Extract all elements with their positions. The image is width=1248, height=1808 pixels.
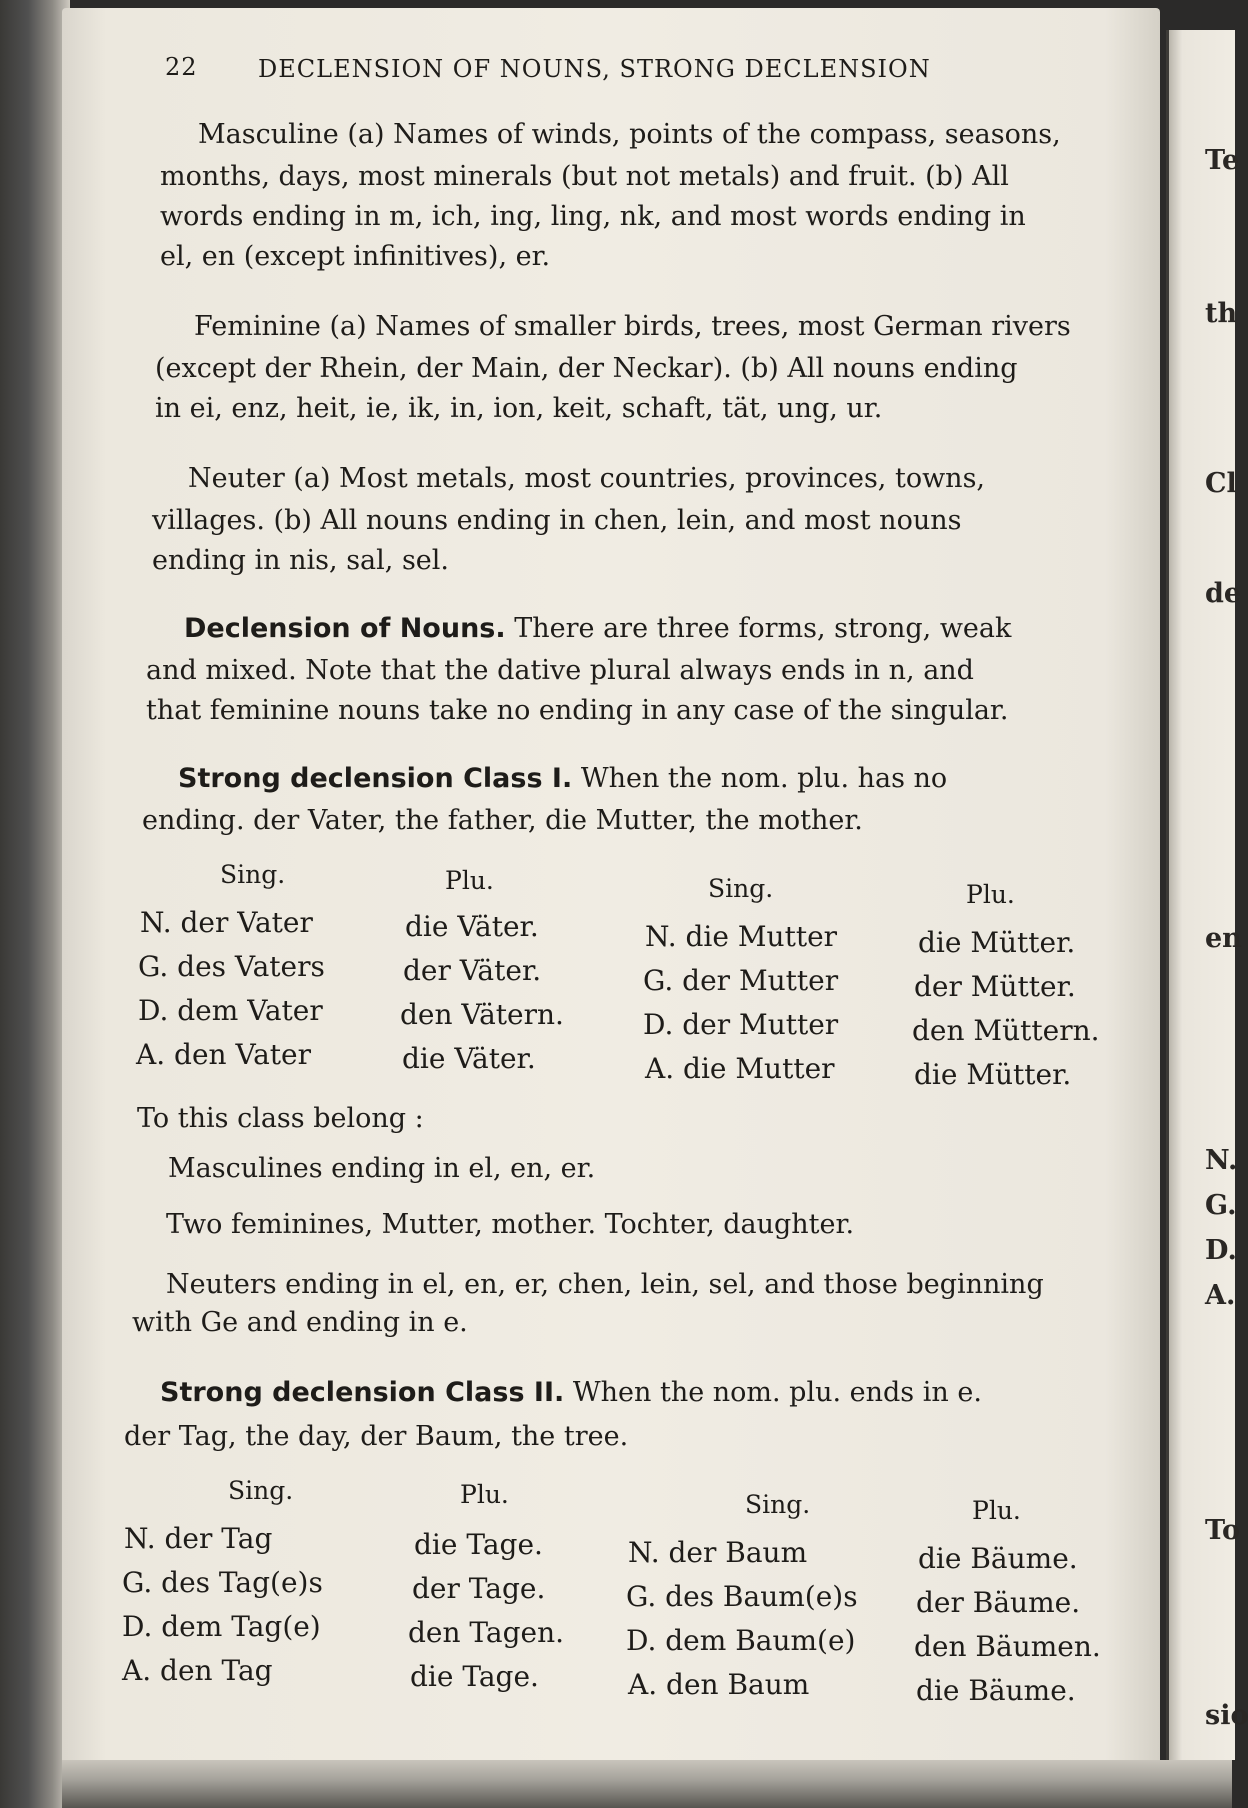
masculine-line-1: Masculine (a) Names of winds, points of the compass, seasons, [198,119,1061,150]
class1-intro-text: When the nom. plu. has no [580,763,948,794]
class1-cell: G. des Vaters [138,950,325,983]
column-head: Plu. [445,866,494,895]
class1-line-2: ending. der Vater, the father, die Mutter, the mother. [142,805,863,836]
class1-cell: D. der Mutter [643,1008,839,1041]
class2-line-1 [160,1376,982,1410]
class1-belong-1: Masculines ending in el, en, er. [168,1153,596,1184]
masculine-line-4: el, en (except infinitives), er. [160,241,551,272]
class1-cell: N. der Vater [140,906,313,939]
class2-cell: G. des Tag(e)s [122,1566,323,1599]
class2-cell: A. den Baum [628,1668,810,1701]
column-head: Sing. [228,1476,294,1505]
class2-cell: der Tage. [412,1572,546,1605]
facing-page-fragment: th [1205,298,1238,329]
column-head: Sing. [745,1490,811,1519]
class2-heading: Strong declension Class II. [160,1377,565,1408]
feminine-line-3: in ei, enz, heit, ie, ik, in, ion, keit, schaft, tät, ung, ur. [155,393,883,424]
class1-cell: den Müttern. [912,1014,1100,1047]
class2-cell: D. dem Tag(e) [122,1610,321,1643]
facing-page-fragment: N. [1205,1145,1238,1176]
class2-cell: N. der Tag [124,1522,273,1555]
declension-intro-line-2: and mixed. Note that the dative plural always ends in n, and [146,655,974,686]
facing-page-fragment: G. [1205,1190,1237,1221]
facing-page-fragment: Cl [1205,468,1237,499]
neuter-line-2: villages. (b) All nouns ending in chen, lein, and most nouns [152,505,962,536]
class1-cell: die Mütter. [918,926,1076,959]
class1-cell: der Mütter. [914,970,1076,1003]
class1-cell: G. der Mutter [643,964,839,997]
facing-page-fragment: en [1205,923,1242,954]
facing-page-fragment: sio [1205,1700,1248,1731]
class2-cell: der Bäume. [916,1586,1081,1619]
class2-cell: die Bäume. [918,1542,1078,1575]
column-head: Plu. [966,880,1015,909]
declension-intro-line-1 [184,612,1011,646]
declension-heading: Declension of Nouns. [184,613,506,644]
class2-intro-text: When the nom. plu. ends in e. [572,1377,982,1408]
class2-cell: die Tage. [414,1528,543,1561]
column-head: Plu. [460,1480,509,1509]
class2-line-2: der Tag, the day, der Baum, the tree. [124,1421,629,1452]
class1-heading: Strong declension Class I. [178,763,573,794]
class2-cell: den Tagen. [408,1616,565,1649]
facing-page-fragment: de [1205,578,1242,609]
class2-cell: die Tage. [410,1660,539,1693]
column-head: Sing. [220,860,286,889]
facing-page-fragment: To [1205,1515,1241,1546]
neuter-line-1: Neuter (a) Most metals, most countries, provinces, towns, [188,463,986,494]
running-title: DECLENSION OF NOUNS, STRONG DECLENSION [258,55,931,83]
class2-cell: die Bäume. [916,1674,1076,1707]
feminine-line-2: (except der Rhein, der Main, der Neckar). (b) All nouns ending [155,353,1018,384]
facing-page-fragment: Te [1205,145,1240,176]
class1-cell: N. die Mutter [645,920,838,953]
class1-cell: A. den Vater [136,1038,311,1071]
class2-cell: A. den Tag [122,1654,273,1687]
facing-page-edge [1166,30,1248,1760]
column-head: Sing. [708,874,774,903]
declension-intro-text: There are three forms, strong, weak [514,613,1012,644]
page-number: 22 [165,53,198,81]
class1-cell: der Väter. [403,954,542,987]
masculine-line-2: months, days, most minerals (but not metals) and fruit. (b) All [160,161,1009,192]
class1-belong-intro: To this class belong : [137,1103,424,1134]
neuter-line-3: ending in nis, sal, sel. [152,545,449,576]
class1-cell: die Mütter. [914,1058,1072,1091]
class1-cell: D. dem Vater [138,994,323,1027]
class2-cell: den Bäumen. [914,1630,1101,1663]
class1-cell: die Väter. [402,1042,536,1075]
class1-cell: A. die Mutter [645,1052,835,1085]
class2-cell: D. dem Baum(e) [626,1624,856,1657]
feminine-line-1: Feminine (a) Names of smaller birds, trees, most German rivers [194,311,1071,342]
class1-cell: den Vätern. [400,998,564,1031]
facing-page-fragment: D. [1205,1235,1237,1266]
column-head: Plu. [972,1496,1021,1525]
class1-belong-3a: Neuters ending in el, en, er, chen, lein, sel, and those beginning [166,1269,1044,1300]
masculine-line-3: words ending in m, ich, ing, ling, nk, and most words ending in [160,201,1026,232]
class2-cell: G. des Baum(e)s [626,1580,858,1613]
class1-cell: die Väter. [405,910,539,943]
facing-page-fragment: A. [1205,1280,1236,1311]
class1-line-1 [178,762,947,796]
class1-belong-2: Two feminines, Mutter, mother. Tochter, daughter. [166,1209,855,1240]
declension-intro-line-3: that feminine nouns take no ending in any case of the singular. [146,695,1009,726]
page-stack-edge [62,1760,1232,1808]
book-spine [0,0,70,1808]
class2-cell: N. der Baum [628,1536,808,1569]
class1-belong-3b: with Ge and ending in e. [132,1307,468,1338]
